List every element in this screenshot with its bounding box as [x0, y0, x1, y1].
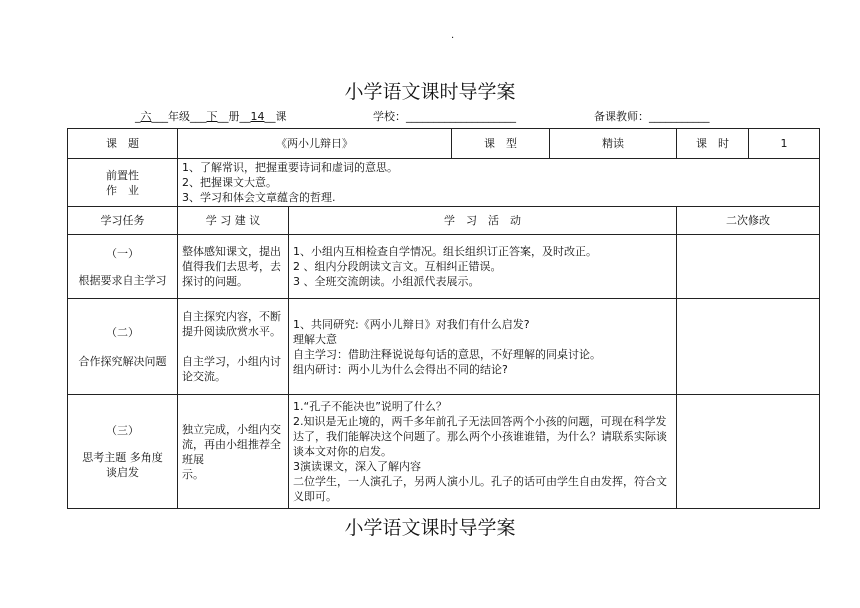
table-row	[68, 395, 820, 509]
prep-item: 2、把握课文大意。	[182, 176, 277, 189]
prep-items	[178, 159, 820, 207]
task-cell	[68, 395, 178, 509]
prep-item: 1、了解常识，把握重要诗词和虚词的意思。	[182, 161, 398, 174]
header-advice: 学 习 建 议	[178, 207, 289, 235]
activity-line: 组内研讨：两小儿为什么会得出不同的结论?	[293, 362, 508, 376]
activity-line: 自主学习：借助注释说说每句话的意思，不好理解的同桌讨论。	[293, 347, 601, 361]
activity-line: 1、小组内互相检查自学情况。组长组织订正答案，及时改正。	[293, 245, 597, 258]
advice-line: 独立完成，小组内交流，再由小组推荐全班展	[182, 422, 281, 466]
prep-label	[68, 159, 178, 207]
task-cell	[68, 235, 178, 299]
advice-line: 示。	[182, 467, 204, 481]
header-mark: .	[451, 30, 455, 41]
task-cell	[68, 299, 178, 395]
row-headers	[68, 207, 820, 235]
meta-teacher: 备课教师：___________	[594, 110, 710, 123]
prep-label-line2: 作 业	[106, 183, 139, 197]
activity-line: 3 、全班交流朗读。小组派代表展示。	[293, 275, 480, 288]
meta-teacher-label: 备课教师：	[594, 110, 649, 123]
activity-line: 2 、组内分段朗读文言文。互相纠正错误。	[293, 260, 502, 273]
activity-line: 1、共同研究:《两小儿辩日》对我们有什么启发?	[293, 317, 530, 331]
activity-line: 3演读课文，深入了解内容	[293, 460, 421, 473]
prep-label-line1: 前置性	[106, 168, 139, 182]
activity-cell	[289, 235, 677, 299]
revise-cell	[677, 235, 820, 299]
row-topic	[68, 129, 820, 159]
meta-grade-label: 年级	[168, 110, 190, 123]
header-task: 学习任务	[68, 207, 178, 235]
revise-cell	[677, 395, 820, 509]
meta-lesson-label: 课	[275, 110, 287, 123]
header-revise: 二次修改	[677, 207, 820, 235]
meta-volume-label: 册	[228, 110, 240, 123]
activity-line: 1.“孔子不能决也”说明了什么？	[293, 400, 447, 413]
advice-line: 自主探究内容，不断提升阅读欣赏水平。	[182, 310, 281, 338]
advice-cell: 整体感知课文，提出值得我们去思考，去探讨的问题。	[178, 235, 289, 299]
advice-cell	[178, 395, 289, 509]
table-row	[68, 235, 820, 299]
page-title: 小学语文课时导学案	[344, 81, 516, 103]
table-row	[68, 299, 820, 395]
revise-cell	[677, 299, 820, 395]
hours-label: 课 时	[677, 129, 749, 159]
meta-school-label: 学校：	[373, 110, 406, 123]
task-number: （二）	[106, 325, 139, 339]
page-title-repeat: 小学语文课时导学案	[344, 517, 516, 539]
activity-cell	[289, 299, 677, 395]
activity-line: 2.知识是无止境的，两千多年前孔子无法回答两个小孩的问题，可现在科学发达了，我们能解决这个问题了。那么两个小孩谁谁错，为什么？请联系实际谈谈本文对你的启发。	[293, 415, 667, 458]
header-activity: 学 习 活 动	[289, 207, 677, 235]
activity-cell	[289, 395, 677, 509]
meta-grade-line: _六___年级___下__册__14__课	[135, 110, 287, 123]
meta-school: 学校：____________________	[373, 110, 516, 123]
meta-lesson: 14	[250, 110, 265, 123]
prep-item: 3、学习和体会文章蕴含的哲理.	[182, 191, 336, 204]
activity-line: 二位学生，一人演孔子，另两人演小儿。孔子的话可由学生自由发挥，符合文义即可。	[293, 475, 667, 503]
meta-volume: 下	[206, 110, 218, 123]
task-text: 合作探究解决问题	[78, 354, 167, 368]
hours-value: 1	[749, 129, 820, 159]
activity-line: 理解大意	[293, 332, 337, 346]
advice-cell	[178, 299, 289, 395]
topic-label: 课 题	[68, 129, 178, 159]
meta-grade: 六	[140, 110, 152, 123]
type-value: 精读	[550, 129, 677, 159]
lesson-plan-table	[67, 128, 820, 509]
task-number: （一）	[106, 246, 139, 260]
task-text: 根据要求自主学习	[78, 273, 167, 287]
topic-value: 《两小儿辩日》	[178, 129, 452, 159]
task-text: 思考主题 多角度	[82, 451, 163, 464]
row-prep	[68, 159, 820, 207]
advice-line: 自主学习，小组内讨论交流。	[182, 355, 281, 383]
task-number: （三）	[106, 424, 139, 437]
task-text: 谈启发	[106, 466, 139, 479]
type-label: 课 型	[452, 129, 550, 159]
